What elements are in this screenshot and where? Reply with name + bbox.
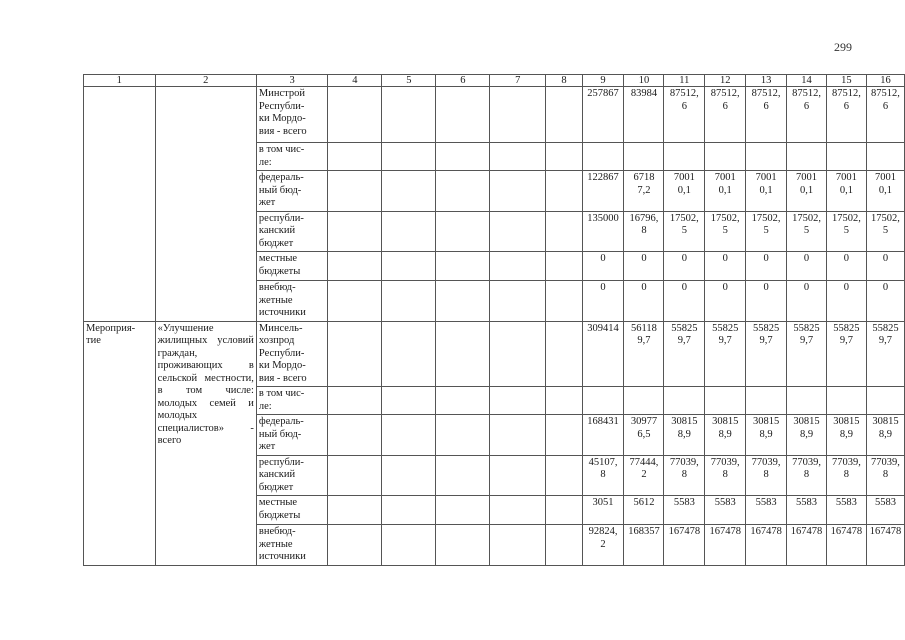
empty-cell <box>382 211 436 252</box>
empty-cell <box>328 496 382 525</box>
empty-cell <box>546 171 582 212</box>
value-cell: 17502, 5 <box>787 211 827 252</box>
value-cell: 167478 <box>664 525 705 566</box>
value-cell: 55825 9,7 <box>826 321 866 387</box>
event-name-cell <box>155 87 256 322</box>
value-cell: 7001 0,1 <box>826 171 866 212</box>
empty-cell <box>382 171 436 212</box>
empty-cell <box>490 252 546 281</box>
empty-cell <box>546 143 582 171</box>
empty-cell <box>546 321 582 387</box>
column-header-13: 13 <box>746 75 787 87</box>
event-type-cell: Мероприя- тие <box>84 321 156 565</box>
event-name-cell: «Улучшение жилищных условий граждан, проживающих в сельской местности, в том числе: молодых семей и молодых специалистов» - всего <box>155 321 256 565</box>
value-cell <box>866 143 904 171</box>
funding-source-cell: внебюд- жетные источники <box>256 525 328 566</box>
value-cell <box>787 143 827 171</box>
value-cell: 87512, 6 <box>705 87 746 143</box>
value-cell: 168357 <box>624 525 664 566</box>
value-cell: 30815 8,9 <box>664 415 705 456</box>
empty-cell <box>382 387 436 415</box>
value-cell <box>787 387 827 415</box>
funding-source-cell: республи- канский бюджет <box>256 211 328 252</box>
empty-cell <box>436 525 490 566</box>
empty-cell <box>382 281 436 322</box>
value-cell: 135000 <box>582 211 624 252</box>
value-cell: 87512, 6 <box>787 87 827 143</box>
empty-cell <box>490 496 546 525</box>
value-cell: 77039, 8 <box>787 455 827 496</box>
empty-cell <box>546 87 582 143</box>
empty-cell <box>436 211 490 252</box>
funding-source-cell: местные бюджеты <box>256 252 328 281</box>
value-cell: 0 <box>705 281 746 322</box>
value-cell: 167478 <box>705 525 746 566</box>
empty-cell <box>436 281 490 322</box>
value-cell: 7001 0,1 <box>746 171 787 212</box>
empty-cell <box>436 87 490 143</box>
empty-cell <box>546 525 582 566</box>
value-cell <box>582 387 624 415</box>
column-header-8: 8 <box>546 75 582 87</box>
value-cell <box>705 387 746 415</box>
value-cell: 77039, 8 <box>866 455 904 496</box>
value-cell: 5583 <box>826 496 866 525</box>
empty-cell <box>382 496 436 525</box>
value-cell <box>582 143 624 171</box>
value-cell: 0 <box>787 252 827 281</box>
empty-cell <box>328 87 382 143</box>
value-cell: 77039, 8 <box>705 455 746 496</box>
empty-cell <box>382 455 436 496</box>
value-cell: 0 <box>866 252 904 281</box>
column-number-row <box>84 75 905 87</box>
column-header-5: 5 <box>382 75 436 87</box>
column-header-6: 6 <box>436 75 490 87</box>
budget-table <box>83 74 905 566</box>
column-header-15: 15 <box>826 75 866 87</box>
empty-cell <box>382 252 436 281</box>
funding-source-cell: Минсель- хозпрод Республи- ки Мордо- вия - всего <box>256 321 328 387</box>
column-header-11: 11 <box>664 75 705 87</box>
value-cell: 122867 <box>582 171 624 212</box>
value-cell: 92824, 2 <box>582 525 624 566</box>
value-cell: 87512, 6 <box>866 87 904 143</box>
empty-cell <box>546 455 582 496</box>
value-cell: 7001 0,1 <box>705 171 746 212</box>
value-cell: 30815 8,9 <box>866 415 904 456</box>
empty-cell <box>382 87 436 143</box>
column-header-12: 12 <box>705 75 746 87</box>
value-cell: 309414 <box>582 321 624 387</box>
value-cell: 0 <box>826 281 866 322</box>
value-cell: 7001 0,1 <box>866 171 904 212</box>
value-cell: 0 <box>787 281 827 322</box>
empty-cell <box>382 525 436 566</box>
empty-cell <box>436 415 490 456</box>
value-cell: 17502, 5 <box>664 211 705 252</box>
empty-cell <box>546 387 582 415</box>
empty-cell <box>436 252 490 281</box>
value-cell: 5583 <box>705 496 746 525</box>
value-cell: 16796, 8 <box>624 211 664 252</box>
empty-cell <box>490 211 546 252</box>
value-cell: 30977 6,5 <box>624 415 664 456</box>
empty-cell <box>436 387 490 415</box>
empty-cell <box>490 321 546 387</box>
value-cell: 0 <box>664 281 705 322</box>
column-header-10: 10 <box>624 75 664 87</box>
empty-cell <box>546 415 582 456</box>
empty-cell <box>382 321 436 387</box>
funding-source-cell: внебюд- жетные источники <box>256 281 328 322</box>
value-cell: 87512, 6 <box>746 87 787 143</box>
value-cell: 5583 <box>866 496 904 525</box>
funding-source-cell: Минстрой Республи- ки Мордо- вия - всего <box>256 87 328 143</box>
value-cell: 5583 <box>787 496 827 525</box>
value-cell: 55825 9,7 <box>866 321 904 387</box>
value-cell: 17502, 5 <box>705 211 746 252</box>
empty-cell <box>328 252 382 281</box>
empty-cell <box>490 415 546 456</box>
column-header-2: 2 <box>155 75 256 87</box>
value-cell: 17502, 5 <box>746 211 787 252</box>
block-minstroy <box>84 87 905 322</box>
value-cell: 3051 <box>582 496 624 525</box>
value-cell <box>705 143 746 171</box>
value-cell <box>866 387 904 415</box>
value-cell <box>624 387 664 415</box>
empty-cell <box>328 281 382 322</box>
value-cell: 30815 8,9 <box>787 415 827 456</box>
value-cell <box>664 143 705 171</box>
value-cell: 83984 <box>624 87 664 143</box>
value-cell: 87512, 6 <box>826 87 866 143</box>
empty-cell <box>546 252 582 281</box>
value-cell: 0 <box>826 252 866 281</box>
value-cell <box>664 387 705 415</box>
empty-cell <box>328 143 382 171</box>
event-type-cell <box>84 87 156 322</box>
value-cell: 30815 8,9 <box>746 415 787 456</box>
value-cell <box>826 387 866 415</box>
column-header-4: 4 <box>328 75 382 87</box>
value-cell <box>826 143 866 171</box>
empty-cell <box>490 143 546 171</box>
value-cell: 0 <box>624 252 664 281</box>
column-header-16: 16 <box>866 75 904 87</box>
value-cell <box>746 387 787 415</box>
column-header-14: 14 <box>787 75 827 87</box>
empty-cell <box>328 525 382 566</box>
empty-cell <box>328 387 382 415</box>
value-cell: 55825 9,7 <box>746 321 787 387</box>
empty-cell <box>436 455 490 496</box>
value-cell: 30815 8,9 <box>826 415 866 456</box>
value-cell: 55825 9,7 <box>787 321 827 387</box>
value-cell: 0 <box>746 252 787 281</box>
empty-cell <box>490 455 546 496</box>
value-cell: 5583 <box>664 496 705 525</box>
empty-cell <box>328 211 382 252</box>
value-cell: 0 <box>624 281 664 322</box>
empty-cell <box>490 281 546 322</box>
value-cell: 77039, 8 <box>826 455 866 496</box>
empty-cell <box>328 321 382 387</box>
value-cell: 167478 <box>826 525 866 566</box>
value-cell: 167478 <box>787 525 827 566</box>
value-cell <box>624 143 664 171</box>
value-cell: 167478 <box>746 525 787 566</box>
value-cell: 30815 8,9 <box>705 415 746 456</box>
value-cell: 0 <box>582 252 624 281</box>
value-cell: 87512, 6 <box>664 87 705 143</box>
column-header-1: 1 <box>84 75 156 87</box>
empty-cell <box>382 143 436 171</box>
empty-cell <box>328 171 382 212</box>
empty-cell <box>436 496 490 525</box>
value-cell: 0 <box>746 281 787 322</box>
value-cell: 0 <box>582 281 624 322</box>
column-header-3: 3 <box>256 75 328 87</box>
table-row <box>84 321 905 387</box>
funding-source-cell: республи- канский бюджет <box>256 455 328 496</box>
value-cell: 7001 0,1 <box>787 171 827 212</box>
value-cell: 17502, 5 <box>866 211 904 252</box>
funding-source-cell: в том чис- ле: <box>256 143 328 171</box>
table-row <box>84 87 905 143</box>
column-header-7: 7 <box>490 75 546 87</box>
value-cell: 7001 0,1 <box>664 171 705 212</box>
value-cell: 167478 <box>866 525 904 566</box>
empty-cell <box>382 415 436 456</box>
empty-cell <box>490 387 546 415</box>
value-cell: 56118 9,7 <box>624 321 664 387</box>
value-cell: 17502, 5 <box>826 211 866 252</box>
funding-source-cell: федераль- ный бюд- жет <box>256 415 328 456</box>
empty-cell <box>490 525 546 566</box>
empty-cell <box>546 211 582 252</box>
value-cell: 77039, 8 <box>664 455 705 496</box>
value-cell: 6718 7,2 <box>624 171 664 212</box>
empty-cell <box>546 496 582 525</box>
value-cell: 77039, 8 <box>746 455 787 496</box>
empty-cell <box>328 455 382 496</box>
empty-cell <box>546 281 582 322</box>
value-cell: 0 <box>705 252 746 281</box>
value-cell <box>746 143 787 171</box>
funding-source-cell: в том чис- ле: <box>256 387 328 415</box>
value-cell: 55825 9,7 <box>705 321 746 387</box>
page-number: 299 <box>834 40 852 54</box>
value-cell: 77444, 2 <box>624 455 664 496</box>
column-header-9: 9 <box>582 75 624 87</box>
funding-source-cell: местные бюджеты <box>256 496 328 525</box>
value-cell: 168431 <box>582 415 624 456</box>
value-cell: 257867 <box>582 87 624 143</box>
empty-cell <box>328 415 382 456</box>
empty-cell <box>436 321 490 387</box>
value-cell: 5612 <box>624 496 664 525</box>
block-housing-improvement <box>84 321 905 565</box>
empty-cell <box>490 87 546 143</box>
empty-cell <box>490 171 546 212</box>
empty-cell <box>436 171 490 212</box>
value-cell: 55825 9,7 <box>664 321 705 387</box>
value-cell: 45107, 8 <box>582 455 624 496</box>
funding-source-cell: федераль- ный бюд- жет <box>256 171 328 212</box>
value-cell: 5583 <box>746 496 787 525</box>
empty-cell <box>436 143 490 171</box>
value-cell: 0 <box>866 281 904 322</box>
value-cell: 0 <box>664 252 705 281</box>
